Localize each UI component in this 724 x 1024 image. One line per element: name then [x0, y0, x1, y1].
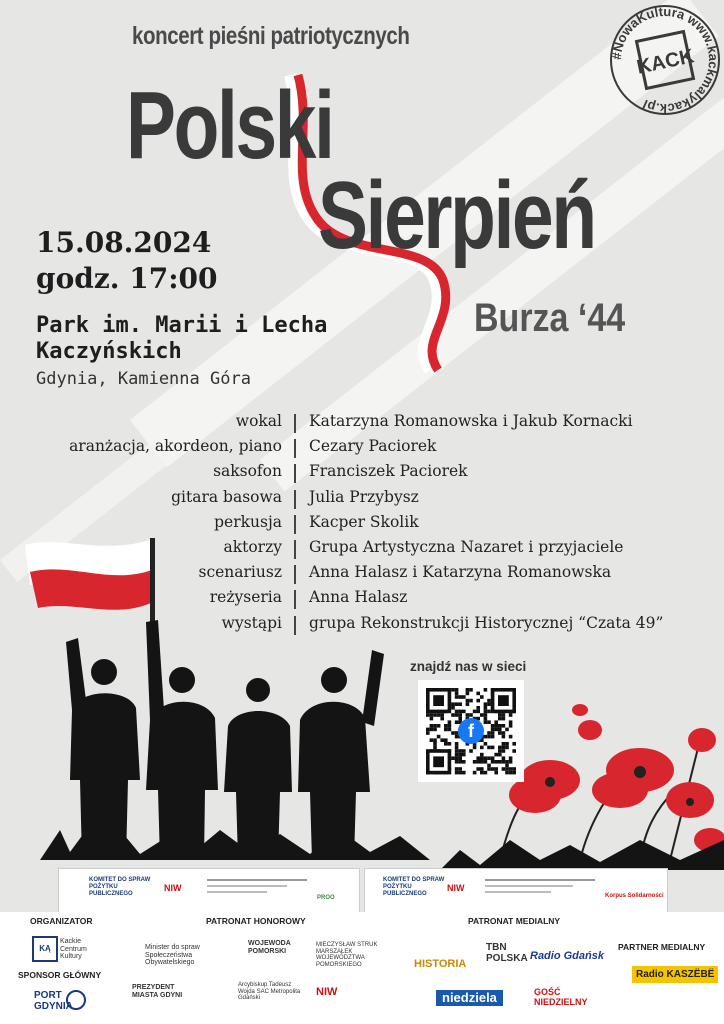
credit-name: Anna Halasz	[309, 588, 408, 607]
social-label: znajdź nas w sieci	[410, 659, 527, 674]
media-patronage-label: PATRONAT MEDIALNY	[468, 916, 561, 926]
credit-divider	[294, 414, 296, 433]
credit-name: Franciszek Paciorek	[309, 462, 468, 481]
media-niedziela: niedziela	[436, 990, 503, 1006]
event-date: 15.08.2024	[36, 226, 212, 259]
credit-name: Anna Halasz i Katarzyna Romanowska	[309, 563, 612, 582]
credit-role: aktorzy	[223, 538, 282, 556]
credit-name: Julia Przybysz	[309, 487, 419, 506]
port-gdynia-icon	[66, 990, 86, 1010]
credit-row	[0, 462, 724, 486]
credit-role: saksofon	[213, 462, 282, 481]
media-partner-radio-kaszebe: Radio KASZËBË	[632, 966, 718, 983]
credit-name: Katarzyna Romanowska i Jakub Kornacki	[309, 412, 633, 430]
strip-logo-komitet-2: KOMITET DO SPRAW POŻYTKU PUBLICZNEGO	[383, 877, 445, 897]
credit-row	[0, 437, 724, 461]
media-radio-gdansk: Radio Gdańsk	[530, 950, 604, 962]
strip-text-block-2	[485, 875, 595, 905]
strip-logo-korpus: Korpus Solidarności	[605, 893, 664, 899]
media-historia: HISTORIA	[414, 958, 467, 970]
organizer-name: Kackie Centrum Kultury	[60, 938, 87, 961]
facebook-icon[interactable]: f	[458, 718, 484, 744]
logo-strip-left	[58, 868, 360, 914]
patron-marszalek: MIECZYSŁAW STRUK MARSZAŁEK WOJEWÓDZTWA POMORSKIEGO	[316, 942, 378, 968]
strip-logo-niw-2: NIW	[447, 883, 465, 893]
patron-arcybiskup: Arcybiskup Tadeusz Wojda SAC Metropolita Gdański	[238, 982, 301, 1002]
credit-role: aranżacja, akordeon, piano	[69, 437, 282, 456]
event-time: godz. 17:00	[36, 262, 218, 295]
patron-wojewoda: WOJEWODA POMORSKI	[248, 940, 291, 955]
title-line1: Polski	[126, 72, 333, 179]
organizer-label: ORGANIZATOR	[30, 916, 93, 926]
strip-logo-komitet: KOMITET DO SPRAW POŻYTKU PUBLICZNEGO	[89, 877, 151, 897]
strip-logo-proo: PROO	[317, 895, 335, 901]
media-tbn: TBN POLSKA	[486, 942, 528, 964]
credit-divider	[294, 490, 296, 509]
title-sub: Burza ‘44	[474, 296, 626, 340]
credit-role: wystąpi	[221, 613, 282, 632]
stamp-logo-text: KACK	[634, 45, 696, 79]
credit-role: reżyseria	[209, 588, 282, 607]
main-sponsor-label: SPONSOR GŁÓWNY	[18, 970, 102, 980]
patron-niw: NIW	[316, 986, 338, 998]
venue-city: Gdynia, Kamienna Góra	[36, 369, 251, 389]
media-gosc: GOŚĆ NIEDZIELNY	[534, 987, 588, 1007]
logo-strip-right	[364, 868, 668, 914]
credit-name: Cezary Paciorek	[309, 437, 437, 456]
credit-row	[0, 488, 724, 512]
kack-stamp-logo	[606, 0, 724, 120]
sponsors-footer	[0, 912, 724, 1024]
silhouette-illustration	[0, 530, 440, 880]
media-partner-label: PARTNER MEDIALNY	[618, 942, 706, 952]
kack-logo: KĄ	[32, 936, 58, 962]
concert-subtitle: koncert pieśni patriotycznych	[132, 22, 410, 50]
title-line2: Sierpień	[318, 162, 595, 269]
qr-code[interactable]	[418, 680, 524, 782]
credit-divider	[294, 464, 296, 483]
credit-role: wokal	[235, 412, 282, 430]
patron-minister: Minister do spraw Społeczeństwa Obywatelskiego	[145, 944, 200, 967]
credit-name: grupa Rekonstrukcji Historycznej “Czata 49”	[309, 613, 664, 632]
strip-text-block	[207, 875, 307, 905]
credit-role: perkusja	[214, 512, 282, 531]
strip-logo-niw: NIW	[164, 883, 182, 893]
venue-line1: Park im. Marii i Lecha	[36, 313, 328, 338]
sponsor-port-gdynia: PORT GDYNIA	[34, 990, 73, 1012]
venue-line2: Kaczyńskich	[36, 339, 182, 364]
stamp-text: #NowaKultura www.kackmalykack.pl	[608, 3, 722, 117]
credit-name: Kacper Skolik	[309, 512, 419, 531]
credit-name: Grupa Artystyczna Nazaret i przyjaciele	[309, 538, 624, 556]
credit-role: scenariusz	[198, 563, 282, 582]
credit-divider	[294, 439, 296, 458]
credit-row	[0, 412, 724, 436]
patronage-label: PATRONAT HONOROWY	[206, 916, 306, 926]
patron-prezydent: PREZYDENT MIASTA GDYNI	[132, 984, 183, 999]
credit-role: gitara basowa	[171, 487, 282, 506]
